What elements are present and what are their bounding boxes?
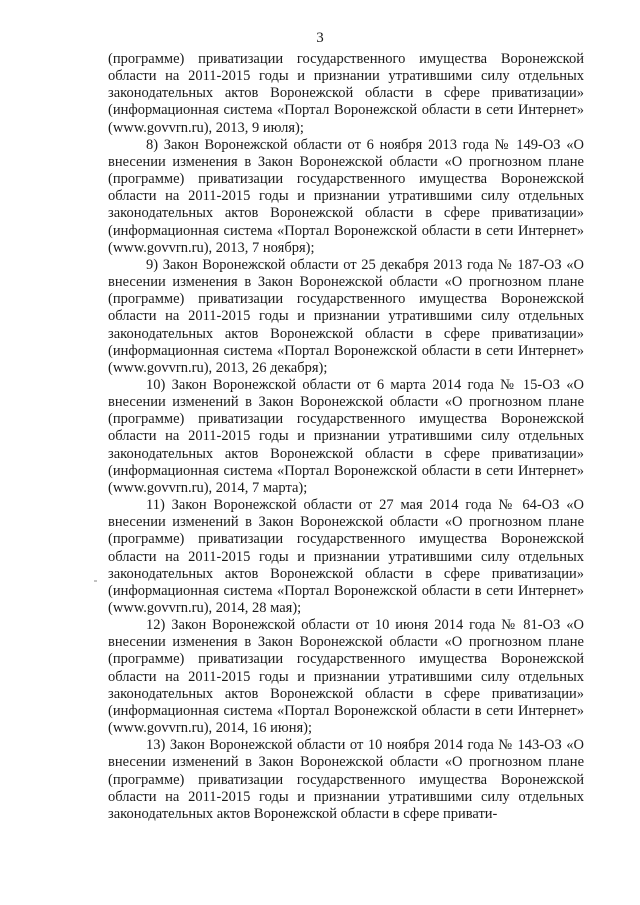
paragraph-item-8: 8) Закон Воронежской области от 6 ноября 2013 года № 149-ОЗ «О внесении изменения в Закон Воронежской области «О прогнозном плане (программе) приватизации государственного имущества Воронежской области на 2011-2015 годы и признании утратившими силу отдельных законодательных актов Воронежской области в сфере приватизации» (информационная система «Портал Воронежской области в сети Интернет» (www.govvrn.ru), 2013, 7 ноября); xyxy=(108,136,584,256)
paragraph-item-10: 10) Закон Воронежской области от 6 марта 2014 года № 15-ОЗ «О внесении изменений в Закон Воронежской области «О прогнозном плане (программе) приватизации государственного имущества Воронежской области на 2011-2015 годы и признании утратившими силу отдельных законодательных актов Воронежской области в сфере приватизации» (информационная система «Портал Воронежской области в сети Интернет» (www.govvrn.ru), 2014, 7 марта); xyxy=(108,376,584,496)
paragraph-continuation: (программе) приватизации государственного имущества Воронежской области на 2011-2015 годы и признании утратившими силу отдельных законодательных актов Воронежской области в сфере приватизации» (информационная система «Портал Воронежской области в сети Интернет» (www.govvrn.ru), 2013, 9 июля); xyxy=(108,51,584,136)
document-body xyxy=(108,51,584,823)
paragraph-item-11: 11) Закон Воронежской области от 27 мая 2014 года № 64-ОЗ «О внесении изменений в Закон Воронежской области «О прогнозном плане (программе) приватизации государственного имущества Воронежской области на 2011-2015 годы и признании утратившими силу отдельных законодательных актов Воронежской области в сфере приватизации» (информационная система «Портал Воронежской области в сети Интернет» (www.govvrn.ru), 2014, 28 мая); xyxy=(108,497,584,616)
scan-margin-mark xyxy=(94,580,97,582)
paragraph-item-9: 9) Закон Воронежской области от 25 декабря 2013 года № 187-ОЗ «О внесении изменения в Закон Воронежской области «О прогнозном плане (программе) приватизации государственного имущества Воронежской области на 2011-2015 годы и признании утратившими силу отдельных законодательных актов Воронежской области в сфере приватизации» (информационная система «Портал Воронежской области в сети Интернет» (www.govvrn.ru), 2013, 26 декабря); xyxy=(108,256,584,376)
paragraph-item-13: 13) Закон Воронежской области от 10 ноября 2014 года № 143-ОЗ «О внесении изменений в Закон Воронежской области «О прогнозном плане (программе) приватизации государственного имущества Воронежской области на 2011-2015 годы и признании утратившими силу отдельных законодательных актов Воронежской области в сфере привати- xyxy=(108,737,584,822)
page-number: 3 xyxy=(316,30,324,46)
paragraph-item-12: 12) Закон Воронежской области от 10 июня 2014 года № 81-ОЗ «О внесении изменения в Закон Воронежской области «О прогнозном плане (программе) приватизации государственного имущества Воронежской области на 2011-2015 годы и признании утратившими силу отдельных законодательных актов Воронежской области в сфере приватизации» (информационная система «Портал Воронежской области в сети Интернет» (www.govvrn.ru), 2014, 16 июня); xyxy=(108,617,584,737)
